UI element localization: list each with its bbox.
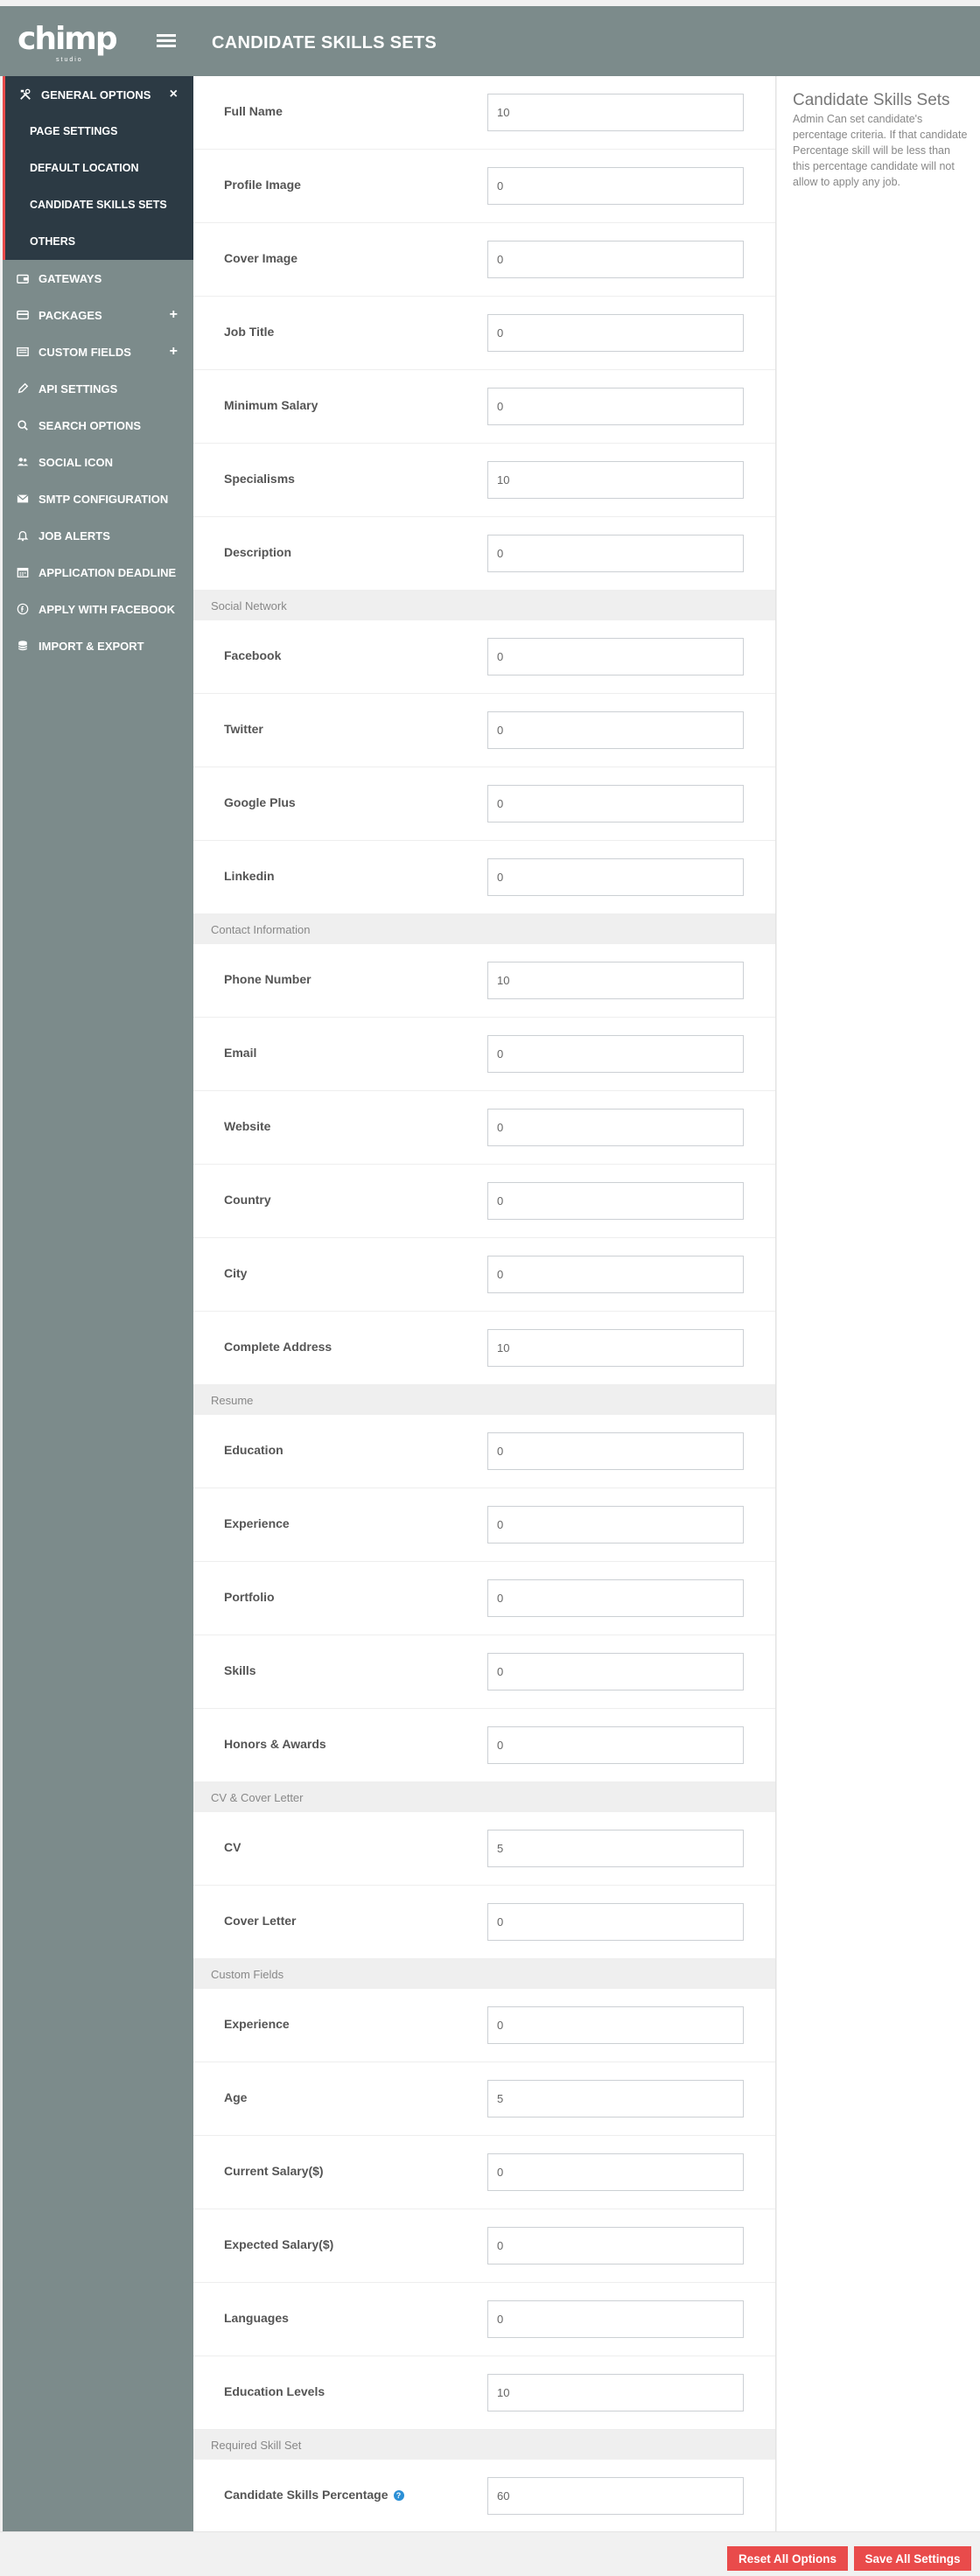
form-row-profile-image (193, 150, 775, 223)
country-input[interactable] (487, 1182, 744, 1220)
form-row-experience (193, 1488, 775, 1562)
menu-toggle-icon[interactable] (157, 34, 176, 52)
top-header (0, 6, 980, 76)
sidebar-item-search-options[interactable] (3, 407, 193, 444)
full-name-input[interactable] (487, 94, 744, 131)
field-label: Languages (224, 2311, 289, 2325)
sidebar-item-import-export[interactable] (3, 627, 193, 664)
footer-bar (0, 2531, 980, 2576)
website-input[interactable] (487, 1109, 744, 1146)
sidebar-item-label: SOCIAL ICON (38, 455, 113, 469)
field-label: Website (224, 1119, 271, 1133)
sidebar-item-label: PACKAGES (38, 308, 102, 322)
candidate-skills-percentage-input[interactable] (487, 2477, 744, 2515)
cover-image-input[interactable] (487, 241, 744, 278)
reset-all-options-button[interactable]: Reset All Options (727, 2546, 848, 2571)
logo-subtext: studio (56, 57, 83, 63)
portfolio-input[interactable] (487, 1579, 744, 1617)
form-row-full-name (193, 76, 775, 150)
sidebar-item-social-icon[interactable] (3, 444, 193, 480)
form-row-specialisms (193, 444, 775, 517)
field-label: Experience (224, 2017, 290, 2031)
field-label: Specialisms (224, 472, 295, 486)
sidebar-item-label: JOB ALERTS (38, 528, 110, 542)
sidebar-item-label: APPLY WITH FACEBOOK (38, 602, 176, 616)
sidebar-item-smtp-configuration[interactable] (3, 480, 193, 517)
form-row-current-salary (193, 2136, 775, 2209)
sidebar-item-api-settings[interactable] (3, 370, 193, 407)
form-row-complete-address (193, 1312, 775, 1385)
field-label: Skills (224, 1663, 256, 1677)
honors-awards-input[interactable] (487, 1726, 744, 1764)
current-salary-input[interactable] (487, 2153, 744, 2191)
section-heading-cv-cover-letter: CV & Cover Letter (193, 1782, 775, 1812)
sidebar-item-application-deadline[interactable] (3, 554, 193, 591)
fields-icon (16, 345, 30, 359)
cover-letter-input[interactable] (487, 1903, 744, 1941)
form-row-facebook (193, 620, 775, 694)
form-row-expected-salary (193, 2209, 775, 2283)
form-row-description (193, 517, 775, 591)
sidebar-item-general-options[interactable] (5, 76, 193, 113)
field-label: Cover Image (224, 251, 298, 265)
form-row-languages (193, 2283, 775, 2356)
wallet-icon (16, 271, 30, 285)
form-row-skills (193, 1635, 775, 1709)
top-strip (0, 0, 980, 6)
save-all-settings-button[interactable]: Save All Settings (854, 2546, 971, 2571)
custom-experience-input[interactable] (487, 2006, 744, 2044)
sidebar-subitem-others[interactable]: OTHERS (30, 235, 76, 248)
field-label: Honors & Awards (224, 1737, 326, 1751)
section-heading-contact-information: Contact Information (193, 914, 775, 944)
job-title-input[interactable] (487, 314, 744, 352)
mail-icon (16, 492, 30, 506)
email-input[interactable] (487, 1035, 744, 1073)
twitter-input[interactable] (487, 711, 744, 749)
expand-icon[interactable]: + (169, 344, 178, 359)
section-heading-social-network: Social Network (193, 591, 775, 620)
section-heading-custom-fields: Custom Fields (193, 1959, 775, 1989)
form-row-google-plus (193, 767, 775, 841)
section-heading-resume: Resume (193, 1385, 775, 1415)
field-label: Experience (224, 1516, 290, 1530)
facebook-icon (16, 602, 30, 616)
sidebar-item-label: GENERAL OPTIONS (41, 88, 151, 102)
form-row-country (193, 1165, 775, 1238)
field-label: Profile Image (224, 178, 301, 192)
field-label: Job Title (224, 325, 275, 339)
sidebar-item-label: API SETTINGS (38, 382, 118, 396)
age-input[interactable] (487, 2080, 744, 2118)
specialisms-input[interactable] (487, 461, 744, 499)
field-label: Full Name (224, 104, 283, 118)
tools-icon (18, 88, 32, 102)
sidebar-item-gateways[interactable] (3, 260, 193, 297)
minimum-salary-input[interactable] (487, 388, 744, 425)
field-label: Minimum Salary (224, 398, 318, 412)
search-icon (16, 418, 30, 432)
expected-salary-input[interactable] (487, 2227, 744, 2264)
form-row-cv (193, 1812, 775, 1886)
sidebar-item-label: APPLICATION DEADLINE (38, 565, 177, 579)
field-label-text: Candidate Skills Percentage (224, 2488, 388, 2502)
field-label: CV (224, 1840, 242, 1854)
profile-image-input[interactable] (487, 167, 744, 205)
form-row-twitter (193, 694, 775, 767)
sidebar-subitem-page-settings[interactable]: PAGE SETTINGS (30, 125, 118, 137)
form-row-phone-number (193, 944, 775, 1018)
field-label: Age (224, 2090, 248, 2104)
languages-input[interactable] (487, 2300, 744, 2338)
form-row-website (193, 1091, 775, 1165)
form-row-candidate-skills-percentage (193, 2460, 775, 2533)
field-label: Phone Number (224, 972, 312, 986)
field-label: Complete Address (224, 1340, 332, 1354)
field-label: Expected Salary($) (224, 2237, 334, 2251)
field-label: Education Levels (224, 2384, 326, 2398)
sidebar-item-label: IMPORT & EXPORT (38, 639, 144, 653)
form-row-job-title (193, 297, 775, 370)
bell-icon (16, 528, 30, 542)
description-input[interactable] (487, 535, 744, 572)
help-icon[interactable]: ? (394, 2490, 404, 2501)
education-levels-input[interactable] (487, 2374, 744, 2412)
sidebar-item-packages[interactable] (3, 297, 193, 333)
form-row-education (193, 1415, 775, 1488)
help-text: Admin Can set candidate's percentage criteria. If that candidate Percentage skill will be less than this percentage candidate will not allow to apply any job. (793, 113, 968, 188)
sidebar-subitem-default-location[interactable]: DEFAULT LOCATION (30, 162, 139, 174)
google-plus-input[interactable] (487, 785, 744, 822)
help-title: Candidate Skills Sets (793, 91, 950, 109)
field-label: Country (224, 1193, 271, 1207)
sidebar-subitem-candidate-skills-sets[interactable]: CANDIDATE SKILLS SETS (30, 199, 167, 211)
collapse-icon[interactable]: × (169, 87, 178, 102)
logo-text: chimp (18, 21, 116, 57)
field-label: Portfolio (224, 1590, 275, 1604)
expand-icon[interactable]: + (169, 307, 178, 322)
field-label: City (224, 1266, 248, 1280)
sidebar-item-label: SMTP CONFIGURATION (38, 492, 169, 506)
sidebar-item-apply-with-facebook[interactable] (3, 591, 193, 627)
form-row-education-levels (193, 2356, 775, 2430)
database-icon (16, 639, 30, 653)
field-label: Description (224, 545, 292, 559)
sidebar (3, 76, 193, 2531)
settings-form (193, 76, 776, 2531)
form-row-age (193, 2062, 775, 2136)
form-row-cover-image (193, 223, 775, 297)
form-row-honors-awards (193, 1709, 775, 1782)
form-row-city (193, 1238, 775, 1312)
form-row-linkedin (193, 841, 775, 914)
field-label (224, 2488, 404, 2502)
cv-input[interactable] (487, 1830, 744, 1867)
calendar-icon (16, 565, 30, 579)
field-label: Current Salary($) (224, 2164, 324, 2178)
field-label: Cover Letter (224, 1914, 297, 1928)
general-options-group (3, 76, 193, 260)
field-label: Email (224, 1046, 257, 1060)
logo (18, 22, 114, 64)
field-label: Education (224, 1443, 284, 1457)
skills-input[interactable] (487, 1653, 744, 1690)
facebook-input[interactable] (487, 638, 744, 676)
form-row-email (193, 1018, 775, 1091)
page-title: CANDIDATE SKILLS SETS (212, 33, 438, 52)
users-icon (16, 455, 30, 469)
linkedin-input[interactable] (487, 858, 744, 896)
city-input[interactable] (487, 1256, 744, 1293)
form-row-portfolio (193, 1562, 775, 1635)
field-label: Google Plus (224, 795, 296, 809)
form-row-minimum-salary (193, 370, 775, 444)
complete-address-input[interactable] (487, 1329, 744, 1367)
pencil-icon (16, 382, 30, 396)
help-panel (777, 76, 980, 2531)
phone-number-input[interactable] (487, 962, 744, 999)
field-label: Facebook (224, 648, 282, 662)
form-row-cover-letter (193, 1886, 775, 1959)
field-label: Twitter (224, 722, 263, 736)
experience-input[interactable] (487, 1506, 744, 1544)
sidebar-item-job-alerts[interactable] (3, 517, 193, 554)
sidebar-item-label: GATEWAYS (38, 271, 102, 285)
form-row-custom-experience (193, 1989, 775, 2062)
sidebar-item-label: SEARCH OPTIONS (38, 418, 142, 432)
section-heading-required-skill-set: Required Skill Set (193, 2430, 775, 2460)
education-input[interactable] (487, 1432, 744, 1470)
field-label: Linkedin (224, 869, 275, 883)
sidebar-item-label: CUSTOM FIELDS (38, 345, 131, 359)
card-icon (16, 308, 30, 322)
sidebar-item-custom-fields[interactable] (3, 333, 193, 370)
